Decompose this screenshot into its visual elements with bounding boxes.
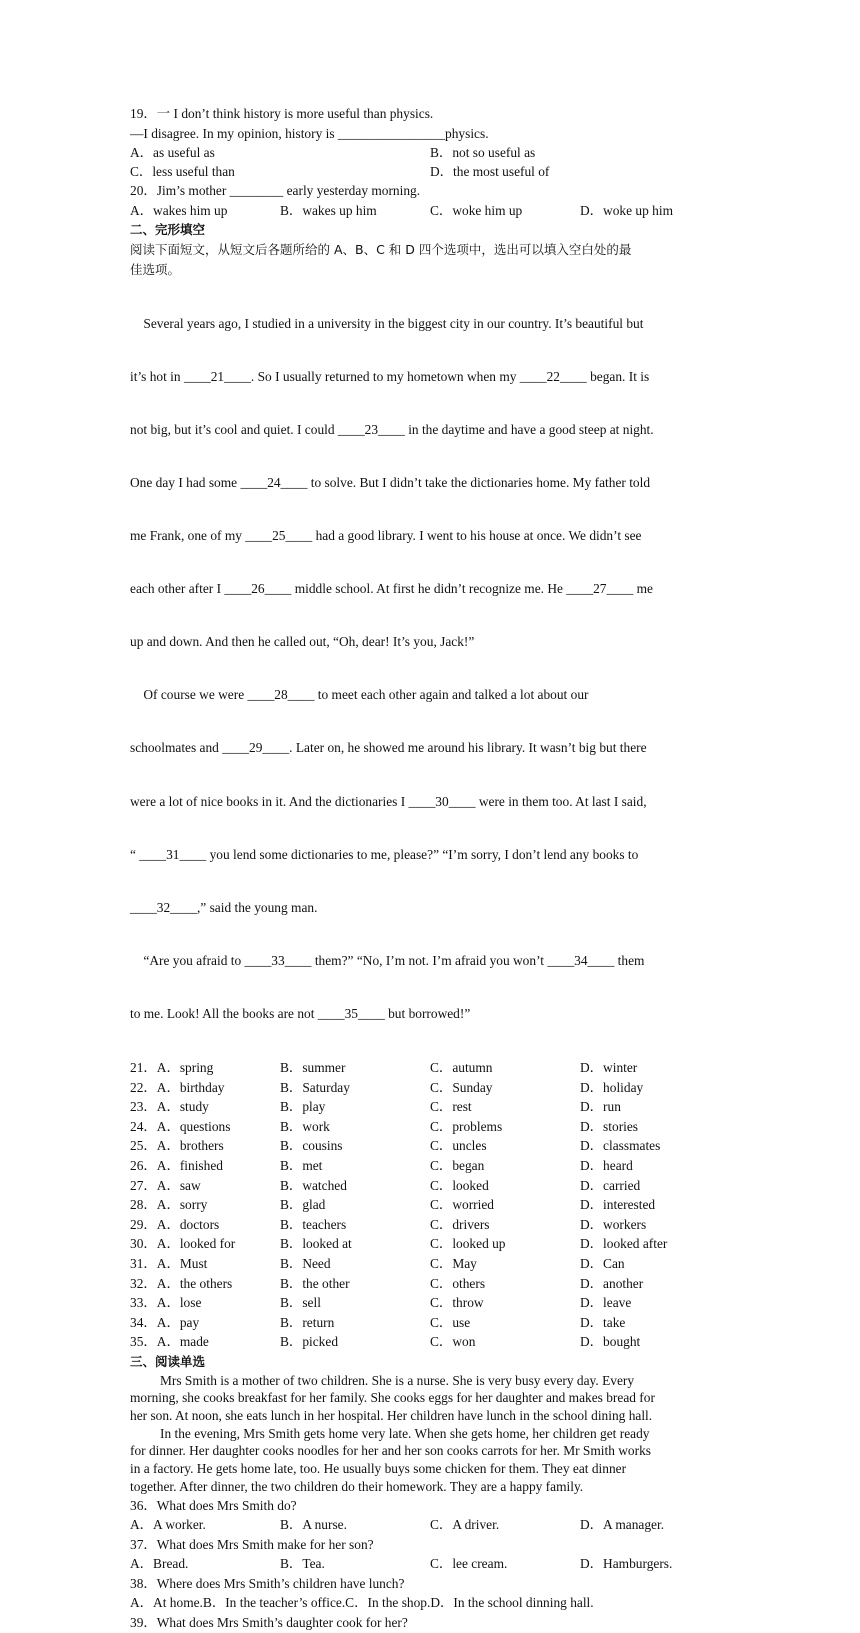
cloze-option-row-35 <box>130 1332 730 1352</box>
option-c[interactable]: C．use <box>430 1314 471 1330</box>
reading-line: her son. At noon, she eats lunch in her hospital. Her children have lunch in the school dining hall. <box>130 1408 653 1423</box>
option-d[interactable]: D．another <box>580 1275 644 1291</box>
cloze-option-row-24 <box>130 1117 730 1137</box>
option-b[interactable]: B．play <box>280 1099 326 1115</box>
cloze-line: not big, but it’s cool and quiet. I could ____23____ in the daytime and have a good steep at night. <box>130 421 654 437</box>
option-a[interactable]: 34．A．pay <box>130 1314 200 1330</box>
q19-stem: 19．一 I don’t think history is more useful than physics. <box>130 106 434 121</box>
option-b[interactable]: B．summer <box>280 1060 346 1076</box>
option-c[interactable]: C．rest <box>430 1099 472 1115</box>
q20-option-c[interactable]: C．woke him up <box>430 202 523 218</box>
option-b[interactable]: B．the other <box>280 1275 350 1291</box>
option-c[interactable]: C．won <box>430 1334 476 1350</box>
q38-options[interactable]: A．At home.B．In the teacher’s office.C．In the shop.D．In the school dinning hall. <box>130 1595 594 1611</box>
option-d[interactable]: D．run <box>580 1099 621 1115</box>
cloze-option-row-30 <box>130 1234 730 1254</box>
cloze-option-row-33 <box>130 1293 730 1313</box>
option-a[interactable]: 23．A．study <box>130 1099 209 1115</box>
option-d[interactable]: D．carried <box>580 1177 641 1193</box>
q36-options <box>130 1515 730 1535</box>
option-b[interactable]: B．work <box>280 1118 330 1134</box>
reading-line: for dinner. Her daughter cooks noodles for her and her son cooks carrots for her. Mr Smith works <box>130 1443 651 1459</box>
option-b[interactable]: B．return <box>280 1314 335 1330</box>
q20-option-d[interactable]: D．woke up him <box>580 202 673 218</box>
section3-title: 三、阅读单选 <box>130 1354 206 1369</box>
q20-option-a[interactable]: A．wakes him up <box>130 202 228 218</box>
option-c[interactable]: C．lee cream. <box>430 1556 508 1572</box>
cloze-line: schoolmates and ____29____. Later on, he showed me around his library. It wasn’t big but there <box>130 740 647 756</box>
cloze-option-row-31 <box>130 1254 730 1274</box>
cloze-line: up and down. And then he called out, “Oh, dear! It’s you, Jack!” <box>130 634 475 650</box>
q19-option-d[interactable]: D．the most useful of <box>430 164 550 180</box>
q39-stem: 39．What does Mrs Smith’s daughter cook for her? <box>130 1615 408 1631</box>
reading-line: in a factory. He gets home late, too. He usually buys some chicken for them. They eat dinner <box>130 1461 627 1477</box>
reading-line: Mrs Smith is a mother of two children. She is a nurse. She is very busy every day. Every <box>160 1372 635 1388</box>
option-d[interactable]: D．heard <box>580 1158 633 1174</box>
q19-reply: —I disagree. In my opinion, history is ________________physics. <box>130 125 489 141</box>
section2-title: 二、完形填空 <box>130 222 206 238</box>
option-b[interactable]: B．teachers <box>280 1216 347 1232</box>
reading-line: morning, she cooks breakfast for her family. She cooks eggs for her daughter and makes bread for <box>130 1390 655 1406</box>
cloze-line: it’s hot in ____21____. So I usually returned to my hometown when my ____22____ began. It is <box>130 368 650 384</box>
option-b[interactable]: B．A nurse. <box>280 1517 347 1533</box>
q38-stem: 38．Where does Mrs Smith’s children have lunch? <box>130 1575 405 1591</box>
cloze-option-row-27 <box>130 1176 730 1196</box>
option-c[interactable]: C．Sunday <box>430 1079 493 1095</box>
option-b[interactable]: B．glad <box>280 1197 326 1213</box>
option-c[interactable]: C．A driver. <box>430 1517 500 1533</box>
cloze-option-row-23 <box>130 1097 730 1117</box>
option-a[interactable]: 25．A．brothers <box>130 1138 224 1154</box>
cloze-passage <box>130 279 730 1058</box>
option-a[interactable]: 29．A．doctors <box>130 1216 220 1232</box>
cloze-option-row-32 <box>130 1274 730 1294</box>
cloze-line: ____32____,” said the young man. <box>130 899 318 915</box>
cloze-line: each other after I ____26____ middle school. At first he didn’t recognize me. He ____27____ me <box>130 581 653 597</box>
reading-line: In the evening, Mrs Smith gets home very late. When she gets home, her children get ready <box>160 1425 650 1441</box>
option-c[interactable]: C．problems <box>430 1118 503 1134</box>
cloze-option-row-28 <box>130 1195 730 1215</box>
q19-option-a[interactable]: A．as useful as <box>130 145 215 161</box>
option-b[interactable]: B．looked at <box>280 1236 352 1252</box>
cloze-line: Of course we were ____28____ to meet each other again and talked a lot about our <box>130 687 589 703</box>
cloze-line: “ ____31____ you lend some dictionaries to me, please?” “I’m sorry, I don’t lend any books to <box>130 846 639 862</box>
cloze-option-row-26 <box>130 1156 730 1176</box>
reading-passage <box>130 1372 730 1496</box>
option-c[interactable]: C．began <box>430 1158 485 1174</box>
option-d[interactable]: D．take <box>580 1314 626 1330</box>
q37-options <box>130 1554 730 1574</box>
section2-instruction-1: 阅读下面短文，从短文后各题所给的 A、B、C 和 D 四个选项中，选出可以填入空白处的最 <box>130 241 632 257</box>
cloze-line: to me. Look! All the books are not ____35____ but borrowed!” <box>130 1005 471 1021</box>
cloze-option-row-29 <box>130 1215 730 1235</box>
q19-options-row-1 <box>130 143 730 162</box>
option-b[interactable]: B．met <box>280 1158 323 1174</box>
reading-line: together. After dinner, the two children do their homework. They are a happy family. <box>130 1478 584 1494</box>
cloze-line: “Are you afraid to ____33____ them?” “No, I’m not. I’m afraid you won’t ____34____ them <box>130 952 645 968</box>
q19-option-c[interactable]: C．less useful than <box>130 164 235 180</box>
option-c[interactable]: C．others <box>430 1275 486 1291</box>
q20-options <box>130 201 730 221</box>
q19-option-b[interactable]: B．not so useful as <box>430 145 536 161</box>
option-d[interactable]: D．stories <box>580 1118 639 1134</box>
option-c[interactable]: C．uncles <box>430 1138 487 1154</box>
cloze-option-row-25 <box>130 1136 730 1156</box>
option-d[interactable]: D．classmates <box>580 1138 661 1154</box>
option-a[interactable]: 21．A．spring <box>130 1060 214 1076</box>
q19-options-row-2 <box>130 162 730 181</box>
cloze-options <box>130 1058 730 1352</box>
option-d[interactable]: D．Hamburgers. <box>580 1556 673 1572</box>
option-a[interactable]: 26．A．finished <box>130 1158 223 1174</box>
option-a[interactable]: 28．A．sorry <box>130 1197 208 1213</box>
cloze-option-row-34 <box>130 1313 730 1333</box>
option-a[interactable]: 30．A．looked for <box>130 1236 236 1252</box>
option-a[interactable]: 33．A．lose <box>130 1295 202 1311</box>
q20-stem: 20．Jim’s mother ________ early yesterday morning. <box>130 183 421 199</box>
option-b[interactable]: B．watched <box>280 1177 347 1193</box>
q37-stem: 37．What does Mrs Smith make for her son? <box>130 1536 374 1552</box>
q36-stem: 36．What does Mrs Smith do? <box>130 1497 297 1513</box>
option-d[interactable]: D．winter <box>580 1060 638 1076</box>
option-b[interactable]: B．Tea. <box>280 1556 325 1572</box>
cloze-option-row-21 <box>130 1058 730 1078</box>
option-a[interactable]: 22．A．birthday <box>130 1079 225 1095</box>
q20-option-b[interactable]: B．wakes up him <box>280 202 377 218</box>
cloze-line: One day I had some ____24____ to solve. But I didn’t take the dictionaries home. My father told <box>130 474 651 490</box>
option-d[interactable]: D．looked after <box>580 1236 668 1252</box>
option-c[interactable]: C．throw <box>430 1295 484 1311</box>
option-c[interactable]: C．drivers <box>430 1216 490 1232</box>
option-b[interactable]: B．picked <box>280 1334 339 1350</box>
cloze-line: me Frank, one of my ____25____ had a good library. I went to his house at once. We didn’t see <box>130 528 642 543</box>
cloze-option-row-22 <box>130 1078 730 1098</box>
option-a[interactable]: A．A worker. <box>130 1517 206 1533</box>
option-c[interactable]: C．autumn <box>430 1060 493 1076</box>
option-c[interactable]: C．May <box>430 1256 477 1272</box>
option-a[interactable]: A．Bread. <box>130 1556 189 1572</box>
option-d[interactable]: D．workers <box>580 1216 647 1232</box>
option-c[interactable]: C．looked <box>430 1177 489 1193</box>
option-c[interactable]: C．looked up <box>430 1236 506 1252</box>
cloze-line: Several years ago, I studied in a university in the biggest city in our country. It’s beautiful but <box>130 315 644 331</box>
option-a[interactable]: 27．A．saw <box>130 1177 201 1193</box>
option-d[interactable]: D．Can <box>580 1256 625 1272</box>
option-b[interactable]: B．Saturday <box>280 1079 350 1095</box>
option-b[interactable]: B．cousins <box>280 1138 343 1154</box>
option-b[interactable]: B．Need <box>280 1256 331 1272</box>
section2-instruction-2: 佳选项。 <box>130 261 181 277</box>
option-d[interactable]: D．bought <box>580 1334 641 1350</box>
option-d[interactable]: D．holiday <box>580 1079 644 1095</box>
option-c[interactable]: C．worried <box>430 1197 494 1213</box>
option-d[interactable]: D．leave <box>580 1295 632 1311</box>
cloze-line: were a lot of nice books in it. And the dictionaries I ____30____ were in them too. At last I said, <box>130 793 647 809</box>
option-b[interactable]: B．sell <box>280 1295 321 1311</box>
exam-page <box>130 104 730 1633</box>
option-d[interactable]: D．A manager. <box>580 1517 665 1533</box>
option-a[interactable]: 35．A．made <box>130 1334 209 1350</box>
option-d[interactable]: D．interested <box>580 1197 656 1213</box>
option-a[interactable]: 32．A．the others <box>130 1275 233 1291</box>
option-a[interactable]: 24．A．questions <box>130 1118 231 1134</box>
option-a[interactable]: 31．A．Must <box>130 1256 208 1272</box>
